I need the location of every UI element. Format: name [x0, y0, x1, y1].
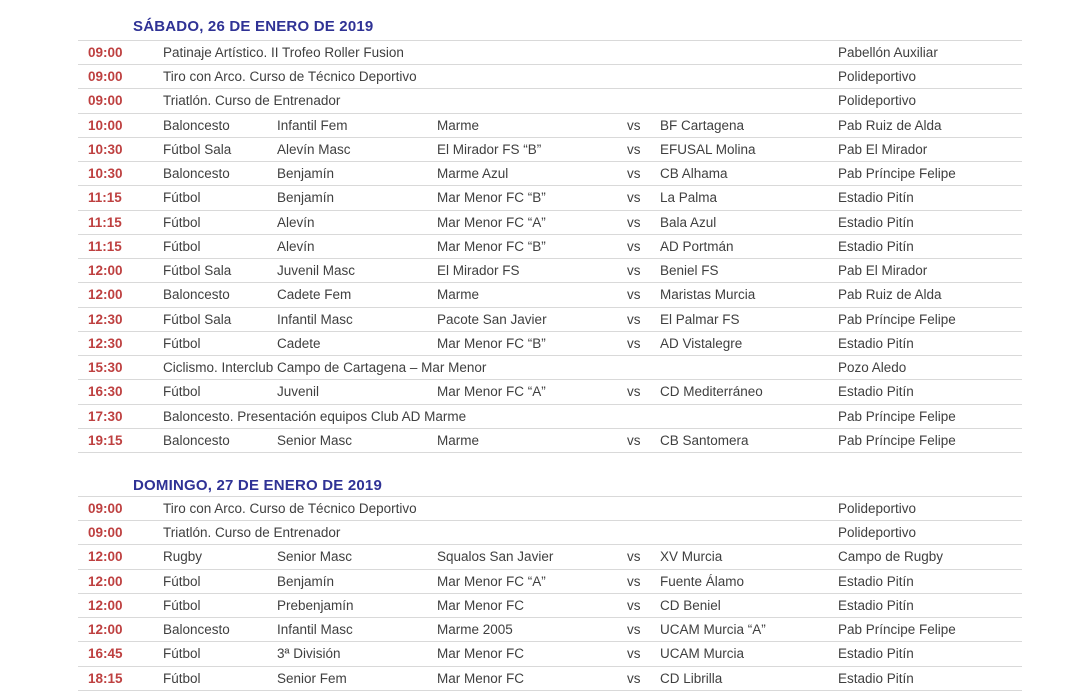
event-away-team: BF Cartagena: [660, 117, 745, 133]
event-time: 12:00: [88, 622, 123, 638]
vs-label: vs: [627, 335, 641, 351]
event-row: [78, 235, 1022, 259]
event-description: Baloncesto. Presentación equipos Club AD Marme: [163, 408, 467, 424]
event-sport: Fútbol: [163, 335, 201, 351]
event-category: Infantil Masc: [277, 311, 353, 327]
event-time: 12:00: [88, 287, 123, 303]
event-venue: Estadio Pitín: [838, 597, 914, 613]
sunday-schedule-table: [78, 496, 1022, 691]
event-away-team: Bala Azul: [660, 214, 717, 230]
event-home-team: Mar Menor FC “A”: [437, 573, 546, 589]
event-category: Senior Masc: [277, 432, 353, 448]
event-row: [78, 667, 1022, 691]
event-away-team: CD Beniel: [660, 597, 721, 613]
event-home-team: Mar Menor FC: [437, 670, 525, 686]
event-category: Alevín Masc: [277, 141, 351, 157]
event-category: Senior Masc: [277, 549, 353, 565]
vs-label: vs: [627, 573, 641, 589]
saturday-header: SÁBADO, 26 DE ENERO DE 2019: [133, 18, 374, 35]
event-row: [78, 497, 1022, 521]
vs-label: vs: [627, 549, 641, 565]
event-away-team: Beniel FS: [660, 263, 719, 279]
event-sport: Fútbol: [163, 597, 201, 613]
event-row: [78, 332, 1022, 356]
event-row: [78, 380, 1022, 404]
event-home-team: Mar Menor FC “B”: [437, 335, 546, 351]
event-row: [78, 545, 1022, 569]
vs-label: vs: [627, 238, 641, 254]
event-away-team: XV Murcia: [660, 549, 723, 565]
event-venue: Pab Príncipe Felipe: [838, 408, 956, 424]
event-away-team: CD Mediterráneo: [660, 384, 763, 400]
event-time: 10:30: [88, 141, 123, 157]
event-venue: Pabellón Auxiliar: [838, 45, 938, 60]
event-time: 16:30: [88, 384, 123, 400]
event-away-team: CB Santomera: [660, 432, 749, 448]
event-category: Infantil Masc: [277, 622, 353, 638]
vs-label: vs: [627, 432, 641, 448]
event-venue: Pab Príncipe Felipe: [838, 311, 956, 327]
event-venue: Pab Príncipe Felipe: [838, 166, 956, 182]
event-time: 09:00: [88, 45, 123, 60]
event-sport: Baloncesto: [163, 166, 230, 182]
saturday-schedule-table: [78, 40, 1022, 453]
event-venue: Estadio Pitín: [838, 646, 914, 662]
event-time: 18:15: [88, 670, 123, 686]
event-away-team: CB Alhama: [660, 166, 728, 182]
event-venue: Estadio Pitín: [838, 573, 914, 589]
vs-label: vs: [627, 597, 641, 613]
event-time: 09:00: [88, 501, 123, 516]
event-away-team: Maristas Murcia: [660, 287, 756, 303]
event-home-team: Marme: [437, 432, 480, 448]
event-venue: Pab El Mirador: [838, 263, 928, 279]
event-time: 12:00: [88, 573, 123, 589]
event-category: Senior Fem: [277, 670, 347, 686]
event-time: 09:00: [88, 93, 123, 109]
vs-label: vs: [627, 117, 641, 133]
event-time: 11:15: [88, 238, 122, 254]
event-row: [78, 186, 1022, 210]
vs-label: vs: [627, 214, 641, 230]
event-venue: Pozo Aledo: [838, 360, 907, 376]
event-time: 19:15: [88, 432, 123, 448]
event-row: [78, 618, 1022, 642]
event-category: Cadete Fem: [277, 287, 352, 303]
event-home-team: Mar Menor FC “A”: [437, 214, 546, 230]
event-sport: Fútbol Sala: [163, 311, 232, 327]
event-home-team: El Mirador FS: [437, 263, 520, 279]
event-sport: Baloncesto: [163, 117, 230, 133]
event-sport: Baloncesto: [163, 432, 230, 448]
event-description: Patinaje Artístico. II Trofeo Roller Fusion: [163, 45, 404, 60]
event-venue: Pab Ruiz de Alda: [838, 287, 942, 303]
event-venue: Polideportivo: [838, 525, 917, 541]
event-category: Benjamín: [277, 190, 335, 206]
event-sport: Fútbol: [163, 190, 201, 206]
event-row: [78, 308, 1022, 332]
event-time: 17:30: [88, 408, 123, 424]
vs-label: vs: [627, 287, 641, 303]
event-venue: Polideportivo: [838, 93, 917, 109]
event-row: [78, 283, 1022, 307]
event-sport: Fútbol: [163, 384, 201, 400]
event-away-team: El Palmar FS: [660, 311, 740, 327]
event-sport: Fútbol Sala: [163, 141, 232, 157]
event-venue: Pab Ruiz de Alda: [838, 117, 942, 133]
event-venue: Estadio Pitín: [838, 214, 914, 230]
event-away-team: Fuente Álamo: [660, 573, 745, 589]
vs-label: vs: [627, 263, 641, 279]
event-time: 12:30: [88, 335, 123, 351]
event-description: Triatlón. Curso de Entrenador: [163, 525, 341, 541]
event-row: [78, 65, 1022, 89]
event-row: [78, 356, 1022, 380]
event-venue: Pab Príncipe Felipe: [838, 622, 956, 638]
event-venue: Pab El Mirador: [838, 141, 928, 157]
event-category: Infantil Fem: [277, 117, 348, 133]
event-home-team: Marme: [437, 117, 480, 133]
event-time: 10:30: [88, 166, 123, 182]
event-time: 09:00: [88, 525, 123, 541]
vs-label: vs: [627, 311, 641, 327]
event-home-team: Marme Azul: [437, 166, 509, 182]
event-venue: Campo de Rugby: [838, 549, 944, 565]
event-venue: Pab Príncipe Felipe: [838, 432, 956, 448]
event-sport: Baloncesto: [163, 622, 230, 638]
event-description: Triatlón. Curso de Entrenador: [163, 93, 341, 109]
event-category: Juvenil: [277, 384, 320, 400]
event-time: 12:00: [88, 549, 123, 565]
event-sport: Fútbol: [163, 646, 201, 662]
event-venue: Estadio Pitín: [838, 384, 914, 400]
vs-label: vs: [627, 190, 641, 206]
event-row: [78, 521, 1022, 545]
event-away-team: UCAM Murcia “A”: [660, 622, 766, 638]
event-sport: Rugby: [163, 549, 203, 565]
event-description: Ciclismo. Interclub Campo de Cartagena – Mar Menor: [163, 360, 487, 376]
vs-label: vs: [627, 141, 641, 157]
event-away-team: AD Portmán: [660, 238, 734, 254]
event-home-team: Squalos San Javier: [437, 549, 554, 565]
event-category: 3ª División: [277, 646, 341, 662]
event-away-team: La Palma: [660, 190, 718, 206]
event-venue: Estadio Pitín: [838, 670, 914, 686]
event-row: [78, 138, 1022, 162]
vs-label: vs: [627, 646, 641, 662]
event-row: [78, 162, 1022, 186]
event-venue: Estadio Pitín: [838, 190, 914, 206]
event-row: [78, 594, 1022, 618]
event-category: Juvenil Masc: [277, 263, 356, 279]
event-home-team: Mar Menor FC “A”: [437, 384, 546, 400]
event-row: [78, 429, 1022, 453]
event-time: 16:45: [88, 646, 123, 662]
event-time: 12:00: [88, 597, 123, 613]
event-venue: Polideportivo: [838, 501, 917, 516]
event-sport: Baloncesto: [163, 287, 230, 303]
event-home-team: El Mirador FS “B”: [437, 141, 542, 157]
event-sport: Fútbol: [163, 670, 201, 686]
event-away-team: UCAM Murcia: [660, 646, 745, 662]
event-time: 12:00: [88, 263, 123, 279]
event-description: Tiro con Arco. Curso de Técnico Deportivo: [163, 501, 417, 516]
event-sport: Fútbol Sala: [163, 263, 232, 279]
event-sport: Fútbol: [163, 214, 201, 230]
vs-label: vs: [627, 670, 641, 686]
event-row: [78, 114, 1022, 138]
event-venue: Estadio Pitín: [838, 335, 914, 351]
event-category: Prebenjamín: [277, 597, 354, 613]
event-category: Alevín: [277, 214, 315, 230]
event-description: Tiro con Arco. Curso de Técnico Deportivo: [163, 69, 417, 85]
event-venue: Estadio Pitín: [838, 238, 914, 254]
event-category: Benjamín: [277, 573, 335, 589]
event-row: [78, 642, 1022, 666]
event-category: Alevín: [277, 238, 315, 254]
event-row: [78, 259, 1022, 283]
event-time: 10:00: [88, 117, 123, 133]
event-home-team: Mar Menor FC “B”: [437, 238, 546, 254]
event-home-team: Mar Menor FC: [437, 646, 525, 662]
event-time: 12:30: [88, 311, 123, 327]
vs-label: vs: [627, 166, 641, 182]
event-row: [78, 405, 1022, 429]
sunday-header: DOMINGO, 27 DE ENERO DE 2019: [133, 477, 383, 494]
event-home-team: Marme: [437, 287, 480, 303]
vs-label: vs: [627, 622, 641, 638]
vs-label: vs: [627, 384, 641, 400]
event-row: [78, 89, 1022, 113]
event-category: Benjamín: [277, 166, 335, 182]
event-sport: Fútbol: [163, 238, 201, 254]
event-home-team: Pacote San Javier: [437, 311, 547, 327]
event-venue: Polideportivo: [838, 69, 917, 85]
event-row: [78, 570, 1022, 594]
event-away-team: EFUSAL Molina: [660, 141, 756, 157]
event-time: 15:30: [88, 360, 123, 376]
event-sport: Fútbol: [163, 573, 201, 589]
event-home-team: Mar Menor FC “B”: [437, 190, 546, 206]
event-time: 11:15: [88, 190, 122, 206]
event-away-team: CD Librilla: [660, 670, 723, 686]
event-time: 11:15: [88, 214, 122, 230]
event-home-team: Marme 2005: [437, 622, 513, 638]
event-category: Cadete: [277, 335, 321, 351]
event-row: [78, 211, 1022, 235]
event-row: [78, 41, 1022, 65]
event-away-team: AD Vistalegre: [660, 335, 743, 351]
event-time: 09:00: [88, 69, 123, 85]
event-home-team: Mar Menor FC: [437, 597, 525, 613]
